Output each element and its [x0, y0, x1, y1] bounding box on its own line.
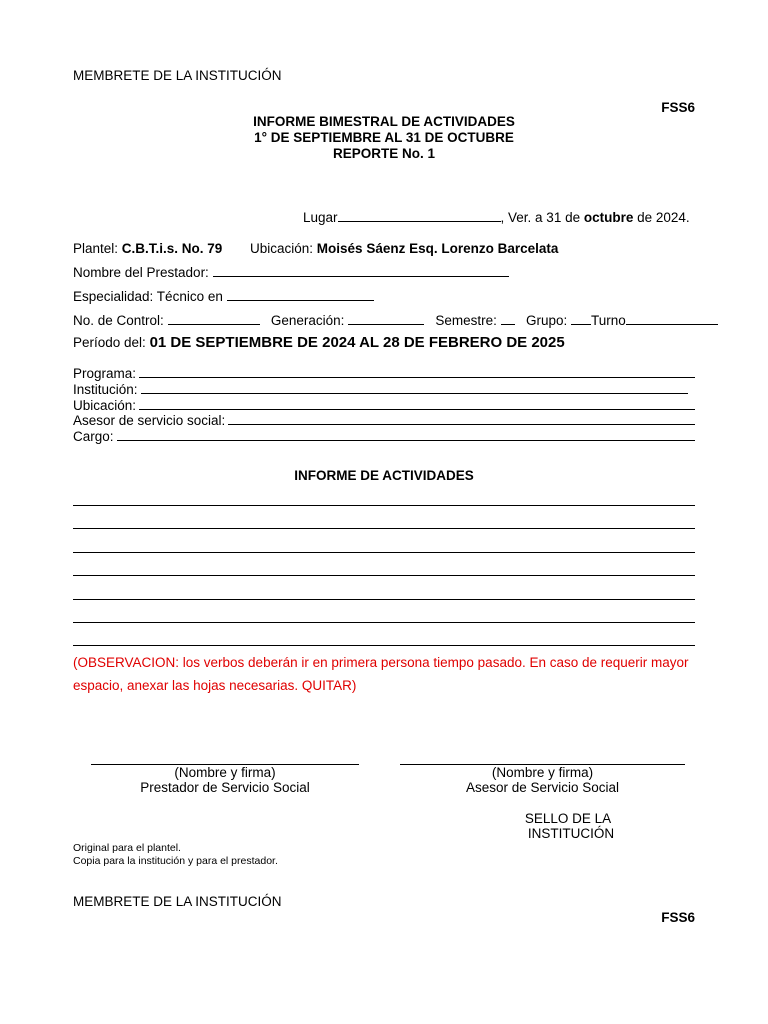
ubicacion-top-value: Moisés Sáenz Esq. Lorenzo Barcelata — [316, 241, 559, 256]
plantel-value: C.B.T.i.s. No. 79 — [121, 241, 223, 256]
activity-line-4[interactable] — [73, 575, 695, 576]
membrete-bottom: MEMBRETE DE LA INSTITUCIÓN — [73, 894, 282, 909]
asesor-row — [73, 413, 695, 428]
observacion-line-2: espacio, anexar las hojas necesarias. QUITAR) — [73, 678, 357, 693]
semestre-label: Semestre: — [435, 313, 497, 328]
grupo-field[interactable] — [571, 312, 591, 325]
nombre-prestador-field[interactable] — [213, 264, 509, 277]
sello-line-2: INSTITUCIÓN — [527, 826, 615, 841]
plantel-row — [73, 241, 222, 256]
ubicacion-field[interactable] — [139, 398, 695, 410]
lugar-ver: , Ver. a 31 de — [500, 210, 584, 225]
signature-prestador-role: Prestador de Servicio Social — [140, 780, 310, 795]
grupo-label: Grupo: — [525, 313, 568, 328]
no-control-label: No. de Control: — [73, 313, 164, 328]
turno-label: Turno — [591, 313, 626, 328]
ubicacion-label: Ubicación: — [73, 398, 137, 413]
original-note: Original para el plantel. — [73, 842, 181, 854]
lugar-row — [303, 209, 690, 225]
sello-line-1: SELLO DE LA — [524, 811, 612, 826]
lugar-year: de 2024. — [633, 210, 690, 225]
asesor-field[interactable] — [228, 413, 695, 425]
cargo-field[interactable] — [117, 429, 695, 441]
especialidad-field[interactable] — [227, 288, 374, 301]
observacion-line-1: (OBSERVACION: los verbos deberán ir en primera persona tiempo pasado. En caso de requerir mayor — [73, 655, 689, 670]
institucion-row — [73, 382, 688, 397]
nombre-prestador-row — [73, 264, 509, 280]
signature-asesor-role: Asesor de Servicio Social — [465, 780, 620, 795]
semestre-field[interactable] — [501, 312, 515, 325]
activity-line-1[interactable] — [73, 505, 695, 506]
ubicacion-row — [250, 241, 558, 256]
cargo-row — [73, 429, 695, 444]
lugar-label: Lugar — [303, 210, 338, 225]
especialidad-row — [73, 288, 374, 304]
turno-field[interactable] — [626, 312, 718, 325]
plantel-label: Plantel: — [73, 241, 122, 256]
periodo-value: 01 DE SEPTIEMBRE DE 2024 AL 28 DE FEBRERO DE 2025 — [149, 334, 565, 351]
asesor-label: Asesor de servicio social: — [73, 413, 226, 428]
signature-asesor-nombre: (Nombre y firma) — [491, 765, 594, 780]
title-line-2: 1° DE SEPTIEMBRE AL 31 DE OCTUBRE — [254, 130, 514, 145]
ubicacion-top-label: Ubicación: — [250, 241, 317, 256]
especialidad-label: Especialidad: Técnico en — [73, 289, 223, 304]
activity-line-7[interactable] — [73, 645, 695, 646]
activity-line-3[interactable] — [73, 552, 695, 553]
periodo-row — [73, 334, 565, 352]
programa-field[interactable] — [139, 366, 695, 378]
institucion-field[interactable] — [141, 382, 688, 394]
control-row — [73, 312, 718, 328]
form-code-bottom: FSS6 — [661, 910, 695, 925]
ubicacion-field-row — [73, 398, 695, 413]
title-line-3: REPORTE No. 1 — [332, 146, 435, 161]
informe-title: INFORME DE ACTIVIDADES — [294, 468, 474, 483]
nombre-prestador-label: Nombre del Prestador: — [73, 265, 209, 280]
signature-prestador-nombre: (Nombre y firma) — [174, 765, 276, 780]
activity-line-5[interactable] — [73, 599, 695, 600]
periodo-label: Período del: — [73, 335, 150, 350]
generacion-label: Generación: — [270, 313, 345, 328]
activity-line-6[interactable] — [73, 622, 695, 623]
form-code-top: FSS6 — [661, 100, 695, 115]
lugar-field[interactable] — [338, 209, 501, 222]
copia-note: Copia para la institución y para el prestador. — [73, 855, 278, 867]
lugar-month: octubre — [583, 210, 634, 225]
cargo-label: Cargo: — [73, 429, 114, 444]
title-line-1: INFORME BIMESTRAL DE ACTIVIDADES — [253, 114, 515, 129]
activity-line-2[interactable] — [73, 528, 695, 529]
institucion-label: Institución: — [73, 382, 138, 397]
programa-row — [73, 366, 695, 381]
membrete-top: MEMBRETE DE LA INSTITUCIÓN — [73, 68, 282, 83]
no-control-field[interactable] — [168, 312, 260, 325]
programa-label: Programa: — [73, 366, 137, 381]
generacion-field[interactable] — [348, 312, 424, 325]
